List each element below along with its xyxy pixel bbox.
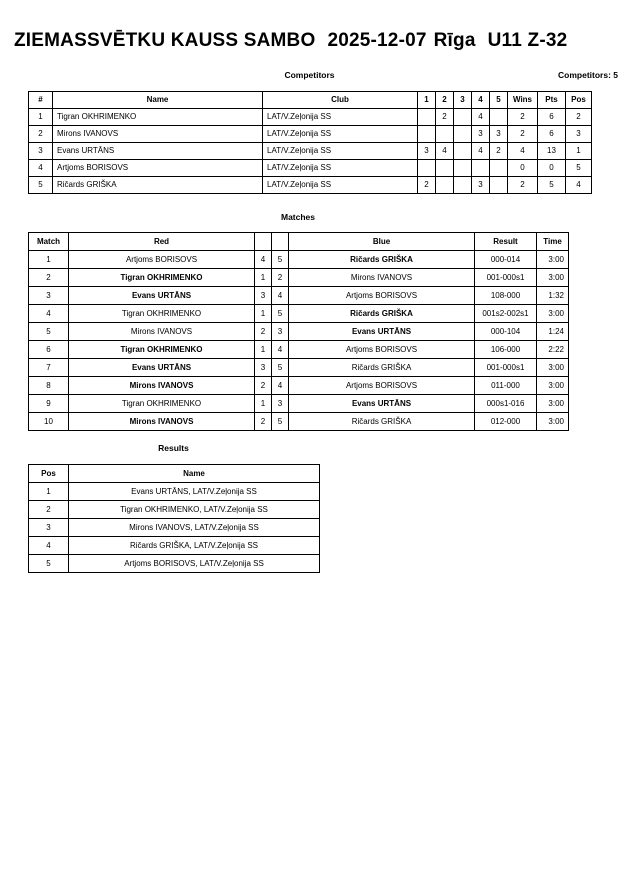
cell-r1 [418, 160, 436, 177]
cell-pos: 5 [29, 555, 69, 573]
cell-time: 3:00 [537, 251, 569, 269]
cell-blue-score: 3 [272, 395, 289, 413]
col-number: # [29, 92, 53, 109]
cell-pos: 4 [566, 177, 592, 194]
cell-red: Tigran OKHRIMENKO [69, 305, 255, 323]
table-row [29, 251, 569, 269]
cell-time: 3:00 [537, 395, 569, 413]
competitors-caption: Competitors [284, 70, 335, 80]
cell-pos: 1 [566, 143, 592, 160]
document-header [14, 30, 618, 54]
cell-blue: Mirons IVANOVS [289, 269, 475, 287]
results-caption: Results [158, 443, 189, 453]
cell-name: Tigran OKHRIMENKO, LAT/V.Zeļonija SS [69, 501, 320, 519]
cell-pos: 4 [29, 537, 69, 555]
matches-table [28, 232, 569, 431]
cell-r1 [418, 126, 436, 143]
cell-blue: Ričards GRIŠKA [289, 251, 475, 269]
cell-match: 6 [29, 341, 69, 359]
table-row [29, 126, 592, 143]
cell-time: 3:00 [537, 269, 569, 287]
cell-blue-score: 5 [272, 413, 289, 431]
col-pos: Pos [29, 465, 69, 483]
cell-match: 4 [29, 305, 69, 323]
cell-blue: Artjoms BORISOVS [289, 341, 475, 359]
cell-time: 3:00 [537, 359, 569, 377]
cell-match: 7 [29, 359, 69, 377]
cell-r4 [472, 160, 490, 177]
cell-result: 000-014 [475, 251, 537, 269]
cell-red-score: 1 [255, 269, 272, 287]
cell-time: 1:24 [537, 323, 569, 341]
cell-red-score: 1 [255, 395, 272, 413]
cell-pos: 3 [29, 519, 69, 537]
cell-r3 [454, 109, 472, 126]
cell-red-score: 3 [255, 287, 272, 305]
cell-result: 012-000 [475, 413, 537, 431]
event-category: U11 Z-32 [487, 30, 568, 51]
cell-name: Evans URTĀNS, LAT/V.Zeļonija SS [69, 483, 320, 501]
cell-wins: 2 [508, 177, 538, 194]
cell-result: 106-000 [475, 341, 537, 359]
cell-red-score: 1 [255, 341, 272, 359]
cell-result: 001-000s1 [475, 269, 537, 287]
cell-result: 001-000s1 [475, 359, 537, 377]
results-table [28, 464, 320, 573]
cell-red-score: 4 [255, 251, 272, 269]
cell-match: 10 [29, 413, 69, 431]
col-name: Name [69, 465, 320, 483]
cell-r4: 3 [472, 177, 490, 194]
cell-red-score: 2 [255, 323, 272, 341]
cell-name: Artjoms BORISOVS [53, 160, 263, 177]
cell-blue: Evans URTĀNS [289, 323, 475, 341]
cell-pts: 6 [538, 126, 566, 143]
cell-name: Artjoms BORISOVS, LAT/V.Zeļonija SS [69, 555, 320, 573]
col-blue: Blue [289, 233, 475, 251]
cell-name: Tigran OKHRIMENKO [53, 109, 263, 126]
cell-r2 [436, 160, 454, 177]
table-row [29, 287, 569, 305]
cell-blue: Ričards GRIŠKA [289, 359, 475, 377]
event-date: 2025-12-07 [327, 30, 427, 51]
cell-blue: Artjoms BORISOVS [289, 377, 475, 395]
cell-name: Mirons IVANOVS [53, 126, 263, 143]
cell-number: 4 [29, 160, 53, 177]
cell-red-score: 3 [255, 359, 272, 377]
cell-club: LAT/V.Zeļonija SS [263, 160, 418, 177]
cell-blue: Evans URTĀNS [289, 395, 475, 413]
col-r2: 2 [436, 92, 454, 109]
cell-name: Evans URTĀNS [53, 143, 263, 160]
col-pos: Pos [566, 92, 592, 109]
cell-number: 1 [29, 109, 53, 126]
table-row [29, 395, 569, 413]
cell-blue-score: 4 [272, 377, 289, 395]
cell-wins: 0 [508, 160, 538, 177]
cell-red: Tigran OKHRIMENKO [69, 341, 255, 359]
col-time: Time [537, 233, 569, 251]
table-row [29, 177, 592, 194]
cell-blue-score: 5 [272, 251, 289, 269]
cell-match: 3 [29, 287, 69, 305]
cell-result: 000s1-016 [475, 395, 537, 413]
table-row [29, 537, 320, 555]
cell-club: LAT/V.Zeļonija SS [263, 126, 418, 143]
cell-red: Artjoms BORISOVS [69, 251, 255, 269]
cell-pos: 2 [29, 501, 69, 519]
cell-r5 [490, 109, 508, 126]
cell-blue-score: 4 [272, 287, 289, 305]
cell-pts: 13 [538, 143, 566, 160]
cell-r5: 3 [490, 126, 508, 143]
cell-name: Ričards GRIŠKA [53, 177, 263, 194]
cell-number: 5 [29, 177, 53, 194]
results-header-row [29, 465, 320, 483]
cell-blue: Ričards GRIŠKA [289, 305, 475, 323]
table-row [29, 519, 320, 537]
cell-r4: 3 [472, 126, 490, 143]
cell-r4: 4 [472, 109, 490, 126]
cell-red-score: 1 [255, 305, 272, 323]
table-row [29, 305, 569, 323]
cell-red-score: 2 [255, 413, 272, 431]
table-row [29, 143, 592, 160]
cell-match: 8 [29, 377, 69, 395]
col-red-score [255, 233, 272, 251]
cell-wins: 2 [508, 109, 538, 126]
matches-header-row [29, 233, 569, 251]
matches-caption: Matches [280, 212, 315, 222]
cell-r2: 4 [436, 143, 454, 160]
col-wins: Wins [508, 92, 538, 109]
table-row [29, 501, 320, 519]
cell-blue: Ričards GRIŠKA [289, 413, 475, 431]
cell-red: Mirons IVANOVS [69, 377, 255, 395]
cell-red: Evans URTĀNS [69, 359, 255, 377]
event-city: Rīga [433, 30, 476, 51]
cell-match: 2 [29, 269, 69, 287]
cell-match: 5 [29, 323, 69, 341]
cell-pos: 5 [566, 160, 592, 177]
table-row [29, 269, 569, 287]
cell-red: Tigran OKHRIMENKO [69, 269, 255, 287]
cell-result: 108-000 [475, 287, 537, 305]
cell-r2 [436, 177, 454, 194]
cell-time: 3:00 [537, 413, 569, 431]
competitors-table [28, 91, 592, 194]
competitors-header-row [29, 92, 592, 109]
col-r1: 1 [418, 92, 436, 109]
cell-name: Mirons IVANOVS, LAT/V.Zeļonija SS [69, 519, 320, 537]
table-row [29, 377, 569, 395]
cell-result: 000-104 [475, 323, 537, 341]
cell-r5 [490, 160, 508, 177]
col-red: Red [69, 233, 255, 251]
table-row [29, 109, 592, 126]
col-r5: 5 [490, 92, 508, 109]
cell-r1: 3 [418, 143, 436, 160]
cell-r1 [418, 109, 436, 126]
cell-match: 9 [29, 395, 69, 413]
table-row [29, 483, 320, 501]
cell-blue-score: 5 [272, 305, 289, 323]
table-row [29, 555, 320, 573]
cell-blue-score: 5 [272, 359, 289, 377]
col-pts: Pts [538, 92, 566, 109]
cell-match: 1 [29, 251, 69, 269]
cell-red-score: 2 [255, 377, 272, 395]
table-row [29, 160, 592, 177]
cell-r1: 2 [418, 177, 436, 194]
col-name: Name [53, 92, 263, 109]
cell-r5 [490, 177, 508, 194]
cell-r3 [454, 177, 472, 194]
cell-r3 [454, 143, 472, 160]
col-r4: 4 [472, 92, 490, 109]
cell-blue-score: 3 [272, 323, 289, 341]
col-result: Result [475, 233, 537, 251]
cell-r3 [454, 126, 472, 143]
cell-pts: 0 [538, 160, 566, 177]
cell-blue-score: 2 [272, 269, 289, 287]
cell-r2: 2 [436, 109, 454, 126]
cell-red: Evans URTĀNS [69, 287, 255, 305]
table-row [29, 323, 569, 341]
table-row [29, 341, 569, 359]
cell-number: 3 [29, 143, 53, 160]
cell-time: 2:22 [537, 341, 569, 359]
col-blue-score [272, 233, 289, 251]
col-match: Match [29, 233, 69, 251]
cell-r3 [454, 160, 472, 177]
cell-wins: 4 [508, 143, 538, 160]
competitors-count: Competitors: 5 [558, 70, 618, 80]
cell-club: LAT/V.Zeļonija SS [263, 143, 418, 160]
cell-club: LAT/V.Zeļonija SS [263, 177, 418, 194]
cell-number: 2 [29, 126, 53, 143]
cell-r4: 4 [472, 143, 490, 160]
cell-pos: 1 [29, 483, 69, 501]
cell-pos: 3 [566, 126, 592, 143]
table-row [29, 359, 569, 377]
page-title [14, 30, 567, 52]
cell-wins: 2 [508, 126, 538, 143]
cell-red: Mirons IVANOVS [69, 323, 255, 341]
col-r3: 3 [454, 92, 472, 109]
cell-time: 1:32 [537, 287, 569, 305]
cell-club: LAT/V.Zeļonija SS [263, 109, 418, 126]
event-name: ZIEMASSVĒTKU KAUSS SAMBO [14, 30, 316, 51]
cell-time: 3:00 [537, 377, 569, 395]
col-club: Club [263, 92, 418, 109]
cell-pts: 5 [538, 177, 566, 194]
cell-blue-score: 4 [272, 341, 289, 359]
cell-red: Tigran OKHRIMENKO [69, 395, 255, 413]
cell-pts: 6 [538, 109, 566, 126]
cell-result: 001s2-002s1 [475, 305, 537, 323]
cell-name: Ričards GRIŠKA, LAT/V.Zeļonija SS [69, 537, 320, 555]
cell-result: 011-000 [475, 377, 537, 395]
cell-r2 [436, 126, 454, 143]
cell-blue: Artjoms BORISOVS [289, 287, 475, 305]
cell-red: Mirons IVANOVS [69, 413, 255, 431]
table-row [29, 413, 569, 431]
cell-r5: 2 [490, 143, 508, 160]
cell-pos: 2 [566, 109, 592, 126]
cell-time: 3:00 [537, 305, 569, 323]
